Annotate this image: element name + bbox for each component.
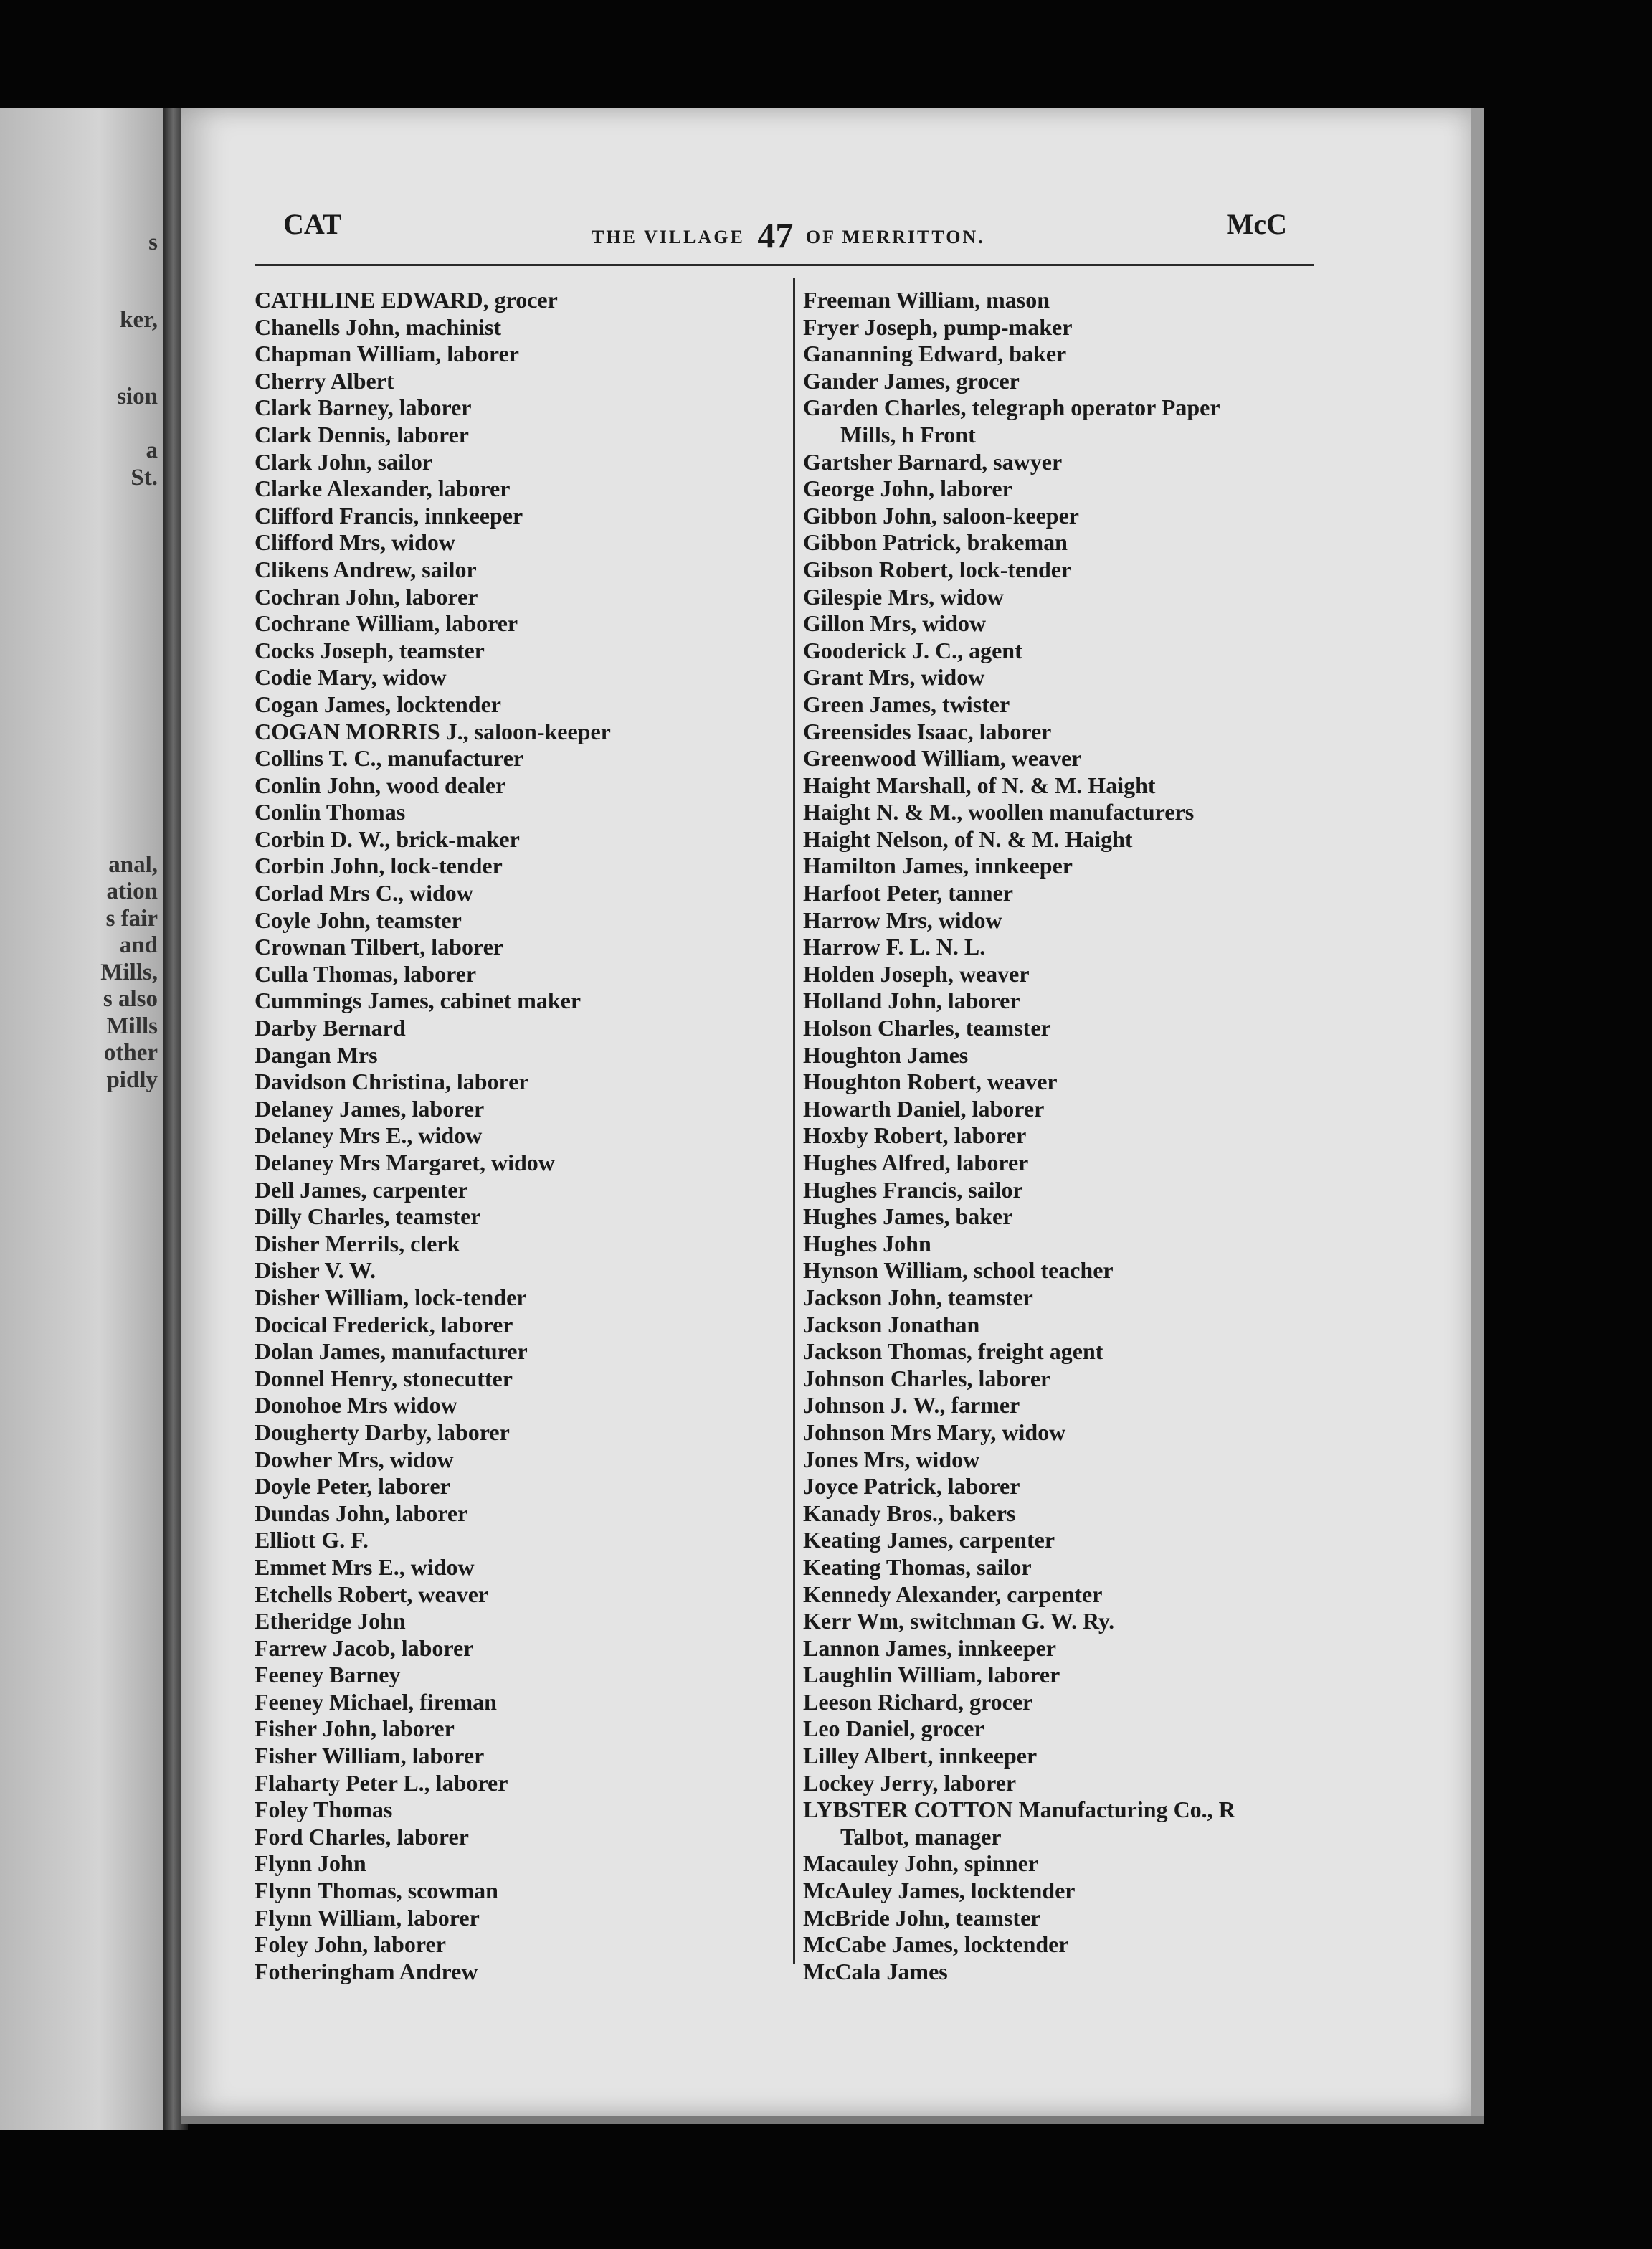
directory-entry: Corlad Mrs C., widow	[255, 880, 473, 906]
directory-entry: Doyle Peter, laborer	[255, 1473, 450, 1500]
directory-entry: Docical Frederick, laborer	[255, 1311, 513, 1337]
facing-page-fragment: s	[148, 229, 158, 255]
directory-entry: Darby Bernard	[255, 1015, 406, 1041]
directory-entry: Dolan James, manufacturer	[255, 1338, 528, 1365]
directory-entry: Clark Barney, laborer	[255, 394, 472, 421]
directory-entry: Johnson Charles, laborer	[803, 1365, 1051, 1391]
facing-page-fragment: ation	[106, 879, 158, 904]
directory-entry: Joyce Patrick, laborer	[803, 1473, 1020, 1500]
directory-entry: Houghton James	[803, 1041, 969, 1068]
directory-entry: Haight Nelson, of N. & M. Haight	[803, 825, 1133, 852]
directory-entry: Jackson John, teamster	[803, 1284, 1033, 1310]
directory-entry: Jackson Jonathan	[803, 1311, 980, 1337]
directory-entry: Haight Marshall, of N. & M. Haight	[803, 772, 1156, 798]
directory-entry: Disher V. W.	[255, 1257, 376, 1284]
directory-entry: Chanells John, machinist	[255, 313, 502, 340]
directory-entry: Jackson Thomas, freight agent	[803, 1338, 1103, 1365]
directory-entry: Delaney Mrs Margaret, widow	[255, 1150, 555, 1175]
directory-entry: Farrew Jacob, laborer	[255, 1634, 474, 1661]
directory-entry: Dundas John, laborer	[255, 1500, 468, 1526]
directory-entry: Collins T. C., manufacturer	[255, 745, 524, 772]
directory-entry: Fotheringham Andrew	[255, 1958, 478, 1984]
facing-page-fragment: St.	[130, 465, 158, 491]
directory-entry: Etheridge John	[255, 1608, 406, 1634]
directory-entry: Cherry Albert	[255, 367, 394, 394]
directory-entry: Gartsher Barnard, sawyer	[803, 448, 1063, 475]
directory-entry: Garden Charles, telegraph operator Paper	[803, 394, 1220, 421]
directory-entry: Disher Merrils, clerk	[255, 1230, 460, 1256]
directory-entry: Cocks Joseph, teamster	[255, 637, 485, 663]
directory-entry: Harfoot Peter, tanner	[803, 880, 1013, 906]
directory-entry: Chapman William, laborer	[255, 341, 519, 367]
directory-entry: Etchells Robert, weaver	[255, 1581, 489, 1607]
directory-entry: Foley Thomas	[255, 1796, 393, 1823]
directory-entry: Houghton Robert, weaver	[803, 1069, 1058, 1095]
directory-entry: Cochrane William, laborer	[255, 610, 518, 637]
facing-page-fragment: pidly	[106, 1067, 158, 1093]
directory-entry: Johnson Mrs Mary, widow	[803, 1419, 1066, 1445]
directory-entry: Dilly Charles, teamster	[255, 1203, 481, 1230]
header-left-guide: CAT	[283, 208, 342, 240]
directory-entry: Holden Joseph, weaver	[803, 960, 1030, 987]
directory-entry: Fisher William, laborer	[255, 1743, 485, 1769]
directory-entry: Coyle John, teamster	[255, 906, 462, 933]
directory-entry: Harrow F. L. N. L.	[803, 934, 986, 960]
directory-entry: Donnel Henry, stonecutter	[255, 1365, 513, 1391]
directory-entry: Kanady Bros., bakers	[803, 1500, 1016, 1526]
directory-entry: Hughes James, baker	[803, 1203, 1013, 1230]
directory-entry: Cochran John, laborer	[255, 583, 478, 610]
directory-entry: LYBSTER COTTON Manufacturing Co., R	[803, 1796, 1235, 1823]
directory-entry: Johnson J. W., farmer	[803, 1392, 1020, 1419]
running-header	[283, 204, 1287, 255]
directory-entry: Clarke Alexander, laborer	[255, 475, 511, 502]
directory-entry: Dell James, carpenter	[255, 1176, 468, 1203]
directory-entry: Leo Daniel, grocer	[803, 1715, 984, 1742]
directory-entry: Clark Dennis, laborer	[255, 421, 469, 448]
directory-entry: Flynn William, laborer	[255, 1904, 480, 1931]
directory-entry: Culla Thomas, laborer	[255, 960, 477, 987]
directory-entry: Clifford Mrs, widow	[255, 529, 455, 556]
directory-entry: Hughes John	[803, 1230, 931, 1256]
directory-entry: Jones Mrs, widow	[803, 1446, 980, 1472]
directory-entry: Kennedy Alexander, carpenter	[803, 1581, 1103, 1607]
directory-entry: Hamilton James, innkeeper	[803, 853, 1073, 879]
directory-entry: Freeman William, mason	[803, 287, 1050, 313]
directory-entry: Fisher John, laborer	[255, 1715, 455, 1742]
directory-entry: Conlin Thomas	[255, 799, 406, 825]
directory-entry: Fryer Joseph, pump-maker	[803, 313, 1073, 340]
directory-entry: McCabe James, locktender	[803, 1931, 1069, 1958]
directory-entry: Delaney Mrs E., widow	[255, 1122, 483, 1149]
directory-entry: Crownan Tilbert, laborer	[255, 934, 503, 960]
directory-entry: Hynson William, school teacher	[803, 1257, 1114, 1284]
directory-entry: Conlin John, wood dealer	[255, 772, 506, 798]
directory-entry: COGAN MORRIS J., saloon-keeper	[255, 718, 611, 744]
directory-entry-continuation: Mills, h Front	[840, 421, 976, 448]
directory-entry: Macauley John, spinner	[803, 1850, 1039, 1877]
facing-page-fragment: s fair	[105, 906, 158, 932]
directory-entry: Codie Mary, widow	[255, 664, 447, 691]
directory-entry: Dowher Mrs, widow	[255, 1446, 454, 1472]
directory-entry: CATHLINE EDWARD, grocer	[255, 287, 558, 313]
directory-entry: Grant Mrs, widow	[803, 664, 985, 691]
header-title	[592, 214, 985, 256]
directory-entry: Gibbon Patrick, brakeman	[803, 529, 1068, 556]
directory-entry: Disher William, lock-tender	[255, 1284, 527, 1310]
directory-entry: Donohoe Mrs widow	[255, 1392, 457, 1419]
directory-entry: Greensides Isaac, laborer	[803, 718, 1052, 744]
directory-entry: Gander James, grocer	[803, 367, 1020, 394]
facing-page	[0, 108, 165, 2130]
header-title-before: THE VILLAGE	[592, 227, 745, 247]
left-column	[255, 287, 778, 1985]
directory-entry: Harrow Mrs, widow	[803, 906, 1002, 933]
directory-entry: Hughes Francis, sailor	[803, 1176, 1023, 1203]
directory-entry: Gibson Robert, lock-tender	[803, 556, 1072, 582]
directory-entry: Gilespie Mrs, widow	[803, 583, 1004, 610]
directory-entry: Cogan James, locktender	[255, 691, 501, 717]
page-bottom-edge	[181, 2116, 1484, 2124]
header-title-after: OF MERRITTON.	[805, 227, 985, 247]
directory-entry-continuation: Talbot, manager	[840, 1823, 1002, 1850]
directory-entry: Lilley Albert, innkeeper	[803, 1743, 1038, 1769]
directory-entry: Ford Charles, laborer	[255, 1823, 469, 1850]
directory-entry: Lannon James, innkeeper	[803, 1634, 1056, 1661]
directory-entry: Green James, twister	[803, 691, 1010, 717]
directory-entry: Hughes Alfred, laborer	[803, 1150, 1029, 1175]
directory-entry: Flynn Thomas, scowman	[255, 1878, 498, 1904]
directory-entry: McAuley James, locktender	[803, 1878, 1076, 1904]
directory-entry: Gananning Edward, baker	[803, 341, 1067, 367]
facing-page-fragment: a	[146, 437, 158, 463]
directory-entry: Lockey Jerry, laborer	[803, 1769, 1017, 1796]
directory-entry: Gooderick J. C., agent	[803, 637, 1022, 663]
directory-entry: Laughlin William, laborer	[803, 1662, 1060, 1688]
facing-page-fragment: s also	[103, 986, 158, 1012]
directory-entry: George John, laborer	[803, 475, 1012, 502]
directory-entry: Keating Thomas, sailor	[803, 1553, 1032, 1580]
directory-entry: Delaney James, laborer	[255, 1095, 485, 1122]
directory-entry: Gibbon John, saloon-keeper	[803, 502, 1079, 529]
facing-page-fragment: sion	[117, 384, 158, 409]
directory-entry: Clark John, sailor	[255, 448, 433, 475]
column-divider	[793, 278, 795, 1964]
directory-entry: Corbin John, lock-tender	[255, 853, 503, 879]
directory-entry: Elliott G. F.	[255, 1527, 369, 1553]
facing-page-fragment: other	[103, 1040, 158, 1066]
directory-entry: Davidson Christina, laborer	[255, 1069, 529, 1095]
directory-entry: Dangan Mrs	[255, 1041, 378, 1068]
directory-entry: Cummings James, cabinet maker	[255, 988, 581, 1014]
facing-page-fragment: Mills	[106, 1013, 158, 1039]
directory-entry: Leeson Richard, grocer	[803, 1688, 1033, 1715]
directory-entry: Holland John, laborer	[803, 988, 1020, 1014]
directory-entry: Dougherty Darby, laborer	[255, 1419, 510, 1445]
directory-entry: Emmet Mrs E., widow	[255, 1553, 475, 1580]
directory-entry: Gillon Mrs, widow	[803, 610, 987, 637]
right-column	[803, 287, 1348, 1985]
directory-entry: Howarth Daniel, laborer	[803, 1095, 1045, 1122]
directory-entry: Corbin D. W., brick-maker	[255, 825, 520, 852]
directory-entry: Haight N. & M., woollen manufacturers	[803, 799, 1195, 825]
directory-entry: Feeney Barney	[255, 1662, 401, 1688]
page-number: 47	[757, 215, 794, 255]
directory-entry: Greenwood William, weaver	[803, 745, 1082, 772]
facing-page-fragment: anal,	[108, 852, 158, 878]
directory-entry: Clikens Andrew, sailor	[255, 556, 477, 582]
directory-entry: Feeney Michael, fireman	[255, 1688, 497, 1715]
facing-page-fragment: Mills,	[100, 960, 158, 985]
directory-entry: Hoxby Robert, laborer	[803, 1122, 1027, 1149]
directory-entry: McCala James	[803, 1958, 948, 1984]
directory-entry: Flaharty Peter L., laborer	[255, 1769, 508, 1796]
directory-entry: Clifford Francis, innkeeper	[255, 502, 523, 529]
directory-entry: Holson Charles, teamster	[803, 1015, 1051, 1041]
header-right-guide: McC	[1226, 208, 1287, 240]
facing-page-fragment: and	[119, 932, 158, 958]
facing-page-fragment: ker,	[120, 307, 158, 333]
directory-entry: Kerr Wm, switchman G. W. Ry.	[803, 1608, 1115, 1634]
directory-entry: Foley John, laborer	[255, 1931, 446, 1958]
directory-entry: Flynn John	[255, 1850, 366, 1877]
header-rule	[255, 264, 1314, 266]
directory-entry: Keating James, carpenter	[803, 1527, 1055, 1553]
directory-entry: McBride John, teamster	[803, 1904, 1041, 1931]
